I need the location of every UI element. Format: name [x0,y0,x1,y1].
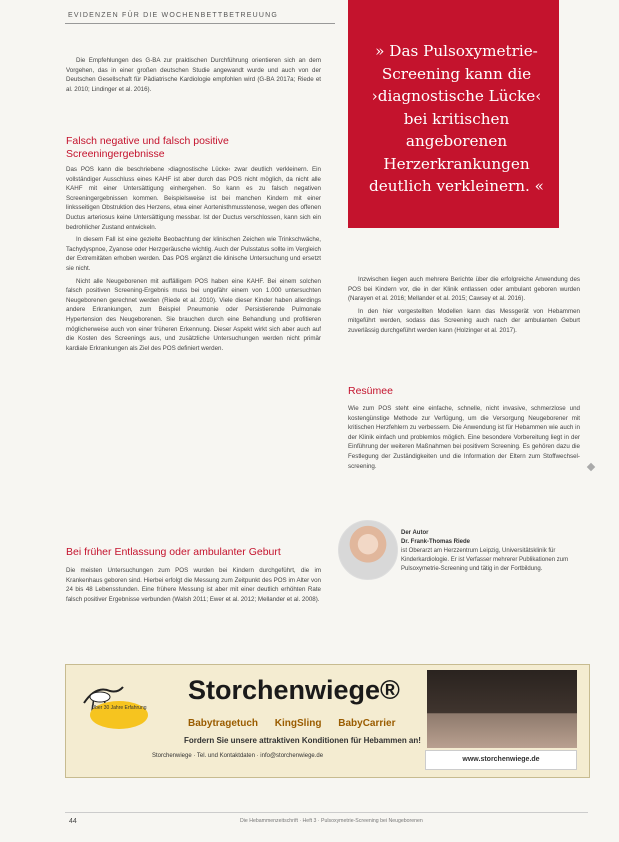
ad-offer: Fordern Sie unsere attraktiven Konditionen für Hebammen an! [184,736,421,745]
body-paragraph: Wie zum POS steht eine einfache, schnelle, nicht invasive, schmerzlose und kostengünstige Methode zur Verfügung, um die Versorgung Neugeborener mit kritischen Herzfehlern zu verbessern. Die Anwendung ist für Hebammen wie auch in der Klinik einfach und problemlos möglich. Eine besondere Vorbereitung liegt in der Einführung der weiteren Maßnahmen bei positivem Screening. Es gehören dazu die Festlegung der Zuständigkeiten und die Information der Eltern zum Stoffwechsel-screening. [348,405,580,470]
body-paragraph: In den hier vorgestellten Modellen kann das Messgerät von Hebammen mitgeführt werden, sodass das Screening auch nach der ambulanten Geburt zuverlässig durchgeführt werden kann (Holzinger et al. 2017). [348,307,580,334]
page-number: 44 [69,818,77,825]
header-rule [65,23,335,24]
author-photo [338,520,398,580]
author-bio: ist Oberarzt am Herzzentrum Leipzig, Universitätsklinik für Kinderkardiologie. Er ist Verfasser mehrerer Publikationen zum Pulsoxymetrie-Screening und tätig in der Fortbildung. [401,548,569,572]
pull-quote-box [348,0,559,228]
body-paragraph: Nicht alle Neugeborenen mit auffälligem POS haben eine KAHF. Bei einem solchen falsch positiven Screening-Ergebnis muss bei ungefähr einem von 1.000 untersuchten Neugeborenen gerechnet werden (Riede et al. 2010). Viele dieser Kinder haben allerdings andere Erkrankungen, zum Beispiel Pneumonie oder Persistierende Pulmonale Hypertension des Neugeborenen. Sie brauchen durch eine Behandlung und profitieren möglicherweise auch von einer früheren Erkennung. Dieser Aspekt wirkt sich aber auch auf die Kosten des Screenings aus, und zusätzliche Untersuchungen werden nicht primär kardiale Erkrankungen als Ziel des POS definiert werden. [66,277,321,352]
right-column-body [348,275,580,339]
section-header: EVIDENZEN FÜR DIE WOCHENBETTBETREUUNG [68,12,279,19]
right-column-summary [348,404,580,474]
body-paragraph: In diesem Fall ist eine gezielte Beobachtung der klinischen Zeichen wie Trinkschwäche, Tachydyspnoe, Zyanose oder Herzgeräusche wichtig. Auch der Pulsstatus sollte im Vergleich der Extremitäten erhoben werden. Das POS ergänzt die klinische Untersuchung und ersetzt sie nicht. [66,236,321,272]
pull-quote-text: » Das Pulsoxymetrie-Screening kann die ›diagnostische Lücke‹ bei kritischen angeborenen Herzerkrankungen deutlich verkleinern. « [369,42,544,195]
body-paragraph: Die meisten Untersuchungen zum POS wurden bei Kindern durchgeführt, die im Krankenhaus geboren sind. Hierbei erfolgt die Messung zum Zeitpunkt des POS im Alter von 24 bis 48 Lebensstunden. Eine frühere Messung ist aber mit einer deutlich erhöhten Rate falsch positiver Ergebnisse verbunden (Walsh 2011; Ewer et al. 2012; Mellander et al. 2008). [66,567,321,603]
product-label: BabyCarrier [338,718,396,729]
ad-photo [427,670,577,748]
left-column-intro [66,56,321,97]
end-mark-icon [587,463,595,471]
left-column-body [66,165,321,356]
product-label: KingSling [274,718,322,729]
ad-contact: Storchenwiege · Tel. und Kontaktdaten · info@storchenwiege.de [152,753,324,759]
intro-paragraph: Die Empfehlungen des G-BA zur praktischen Durchführung orientieren sich an dem Vorgehen, das in einer großen deutschen Studie angewandt wurde und auch von der Deutschen Gesellschaft für Pädiatrische Kardiologie empfohlen wird (G-BA 2017a; Riede et al. 2010; Lindinger et al. 2016). [66,57,321,93]
heading-false-results: Falsch negative und falsch positive Screeningergebnisse [66,135,229,160]
author-label: Der Autor [401,530,429,536]
body-paragraph: Inzwischen liegen auch mehrere Berichte über die erfolgreiche Anwendung des POS bei Kindern vor, die in der Klinik entlassen oder ambulant geboren wurden (Narayen et al. 2016; Mellander et al. 2015; Cawsey et al. 2016). [348,276,580,303]
footer-text: Die Hebammenzeitschrift · Heft 3 · Pulsoxymetrie-Screening bei Neugeborenen [240,818,423,824]
footer-rule [65,812,588,813]
ad-url-link[interactable]: www.storchenwiege.de [425,750,577,770]
experience-badge: Über 30 Jahre Erfahrung [90,701,148,729]
advertisement-banner[interactable] [65,664,590,778]
body-paragraph: Das POS kann die beschriebene ›diagnostische Lücke‹ zwar deutlich verkleinern. Ein vollständiger Ausschluss eines KAHF ist aber durch das POS nicht möglich, da nicht alle KAHF mit einer Untersättigung einhergehen. So kann es zu falsch negativen Screeningergebnissen kommen. Beispielsweise ist bei manchen Kindern mit einer linksseitigen Obstruktion des Herzens, etwa einer Aortenisthmusstenose, wegen des offenen Ductus arteriosus keine Untersättigung messbar. Ist der Ductus verschlossen, kann sich ein bedrohlicher Zustand entwickeln. [66,166,321,231]
author-name: Dr. Frank-Thomas Riede [401,539,471,545]
ad-products [188,718,410,729]
ad-brand: Storchenwiege® [188,675,400,705]
heading-summary: Resümee [348,385,393,397]
product-label: Babytragetuch [188,718,259,729]
author-box [401,529,581,574]
heading-early-discharge: Bei früher Entlassung oder ambulanter Geburt [66,546,281,558]
left-column-tail [66,566,321,607]
